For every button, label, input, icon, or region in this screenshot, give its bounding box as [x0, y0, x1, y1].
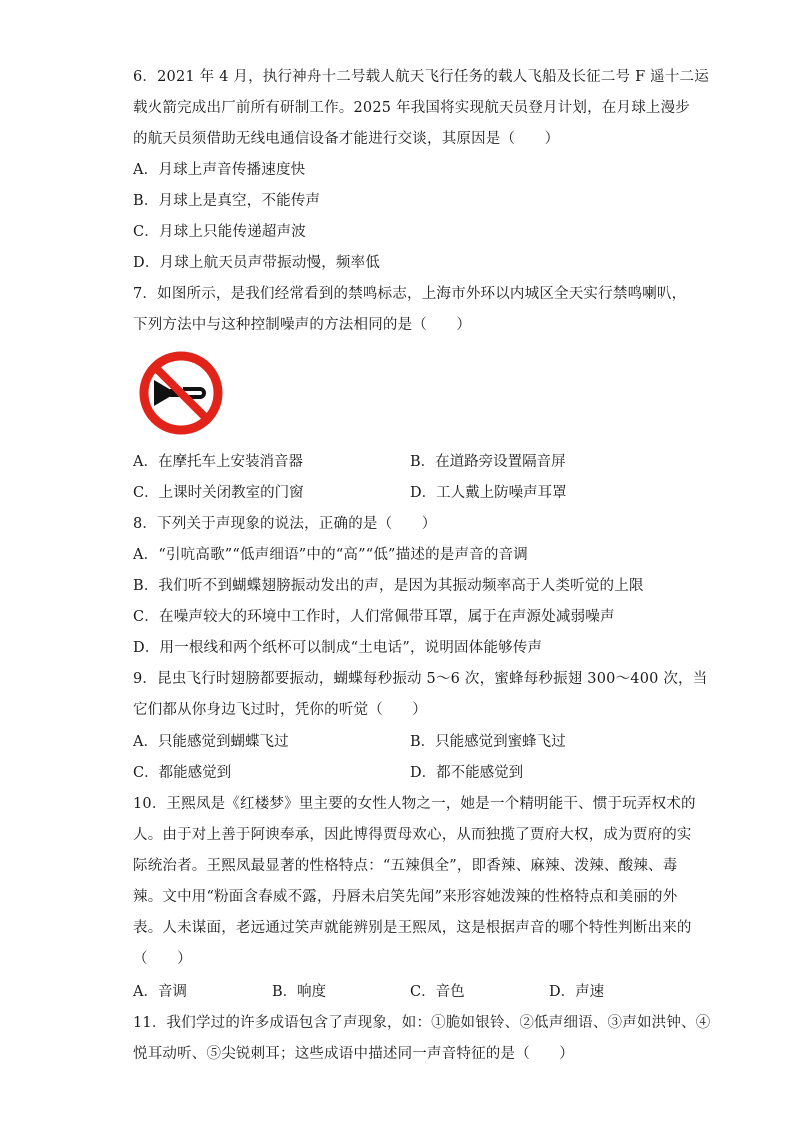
q10-stem-line-5: 表。人未谋面，老远通过笑声就能辨别是王熙凤，这是根据声音的哪个特性判断出来的 — [133, 920, 692, 936]
q10-stem-line-6: （ ） — [133, 951, 192, 967]
q11-stem-line-2: 悦耳动听、⑤尖锐刺耳；这些成语中描述同一声音特征的是（ ） — [133, 1046, 574, 1062]
q9-option-a: A．只能感觉到蝴蝶飞过 — [133, 734, 289, 750]
q9-option-b: B．只能感觉到蜜蜂飞过 — [410, 734, 566, 750]
q8-stem: 8．下列关于声现象的说法，正确的是（ ） — [133, 516, 437, 532]
q10-stem-line-3: 际统治者。王熙凤最显著的性格特点：“五辣俱全”，即香辣、麻辣、泼辣、酸辣、毒 — [133, 858, 678, 874]
no-horn-sign-icon — [138, 350, 224, 436]
q6-stem-line-2: 载火箭完成出厂前所有研制工作。2025 年我国将实现航天员登月计划，在月球上漫步 — [133, 100, 691, 116]
q11-stem-line-1: 11．我们学过的许多成语包含了声现象，如：①脆如银铃、②低声细语、③声如洪钟、④ — [133, 1015, 711, 1031]
q7-option-b: B．在道路旁设置隔音屏 — [410, 454, 566, 470]
q9-stem-line-2: 它们都从你身边飞过时，凭你的听觉（ ） — [133, 702, 427, 718]
q10-option-c: C．音色 — [410, 984, 465, 1000]
q6-option-a: A．月球上声音传播速度快 — [133, 162, 306, 178]
q9-option-d: D．都不能感觉到 — [410, 765, 524, 781]
q6-stem-line-3: 的航天员须借助无线电通信设备才能进行交谈，其原因是（ ） — [133, 131, 560, 147]
q9-stem-line-1: 9．昆虫飞行时翅膀都要振动，蝴蝶每秒振动 5～6 次，蜜蜂每秒振翅 300～400 次，当 — [133, 671, 708, 687]
q6-option-c: C．月球上只能传递超声波 — [133, 224, 306, 240]
q10-option-d: D．声速 — [549, 984, 605, 1000]
q7-option-a: A．在摩托车上安装消音器 — [133, 454, 303, 470]
q7-stem-line-2: 下列方法中与这种控制噪声的方法相同的是（ ） — [133, 317, 472, 333]
q7-option-d: D．工人戴上防噪声耳罩 — [410, 485, 567, 501]
q6-option-b: B．月球上是真空，不能传声 — [133, 193, 321, 209]
q10-stem-line-1: 10．王熙凤是《红楼梦》里主要的女性人物之一，她是一个精明能干、惯于玩弄权术的 — [133, 796, 696, 812]
q10-stem-line-2: 人。由于对上善于阿谀奉承，因此博得贾母欢心，从而独揽了贾府大权，成为贾府的实 — [133, 827, 692, 843]
q6-stem-line-1: 6．2021 年 4 月，执行神舟十二号载人航天飞行任务的载人飞船及长征二号 F 遥十二运 — [133, 69, 709, 85]
q8-option-a: A．“引吭高歌”“低声细语”中的“高”“低”描述的是声音的音调 — [133, 547, 528, 563]
q7-stem-line-1: 7．如图所示，是我们经常看到的禁鸣标志，上海市外环以内城区全天实行禁鸣喇叭， — [133, 286, 687, 302]
q7-option-c: C．上课时关闭教室的门窗 — [133, 485, 304, 501]
q8-option-c: C．在噪声较大的环境中工作时，人们常佩带耳罩，属于在声源处减弱噪声 — [133, 609, 615, 625]
q10-option-b: B．响度 — [272, 984, 327, 1000]
q10-option-a: A．音调 — [133, 984, 187, 1000]
q6-option-d: D．月球上航天员声带振动慢，频率低 — [133, 255, 381, 271]
q8-option-b: B．我们听不到蝴蝶翅膀振动发出的声，是因为其振动频率高于人类听觉的上限 — [133, 578, 644, 594]
q8-option-d: D．用一根线和两个纸杯可以制成“土电话”，说明固体能够传声 — [133, 640, 543, 656]
q9-option-c: C．都能感觉到 — [133, 765, 232, 781]
q10-stem-line-4: 辣。文中用“粉面含春威不露，丹唇未启笑先闻”来形容她泼辣的性格特点和美丽的外 — [133, 889, 678, 905]
